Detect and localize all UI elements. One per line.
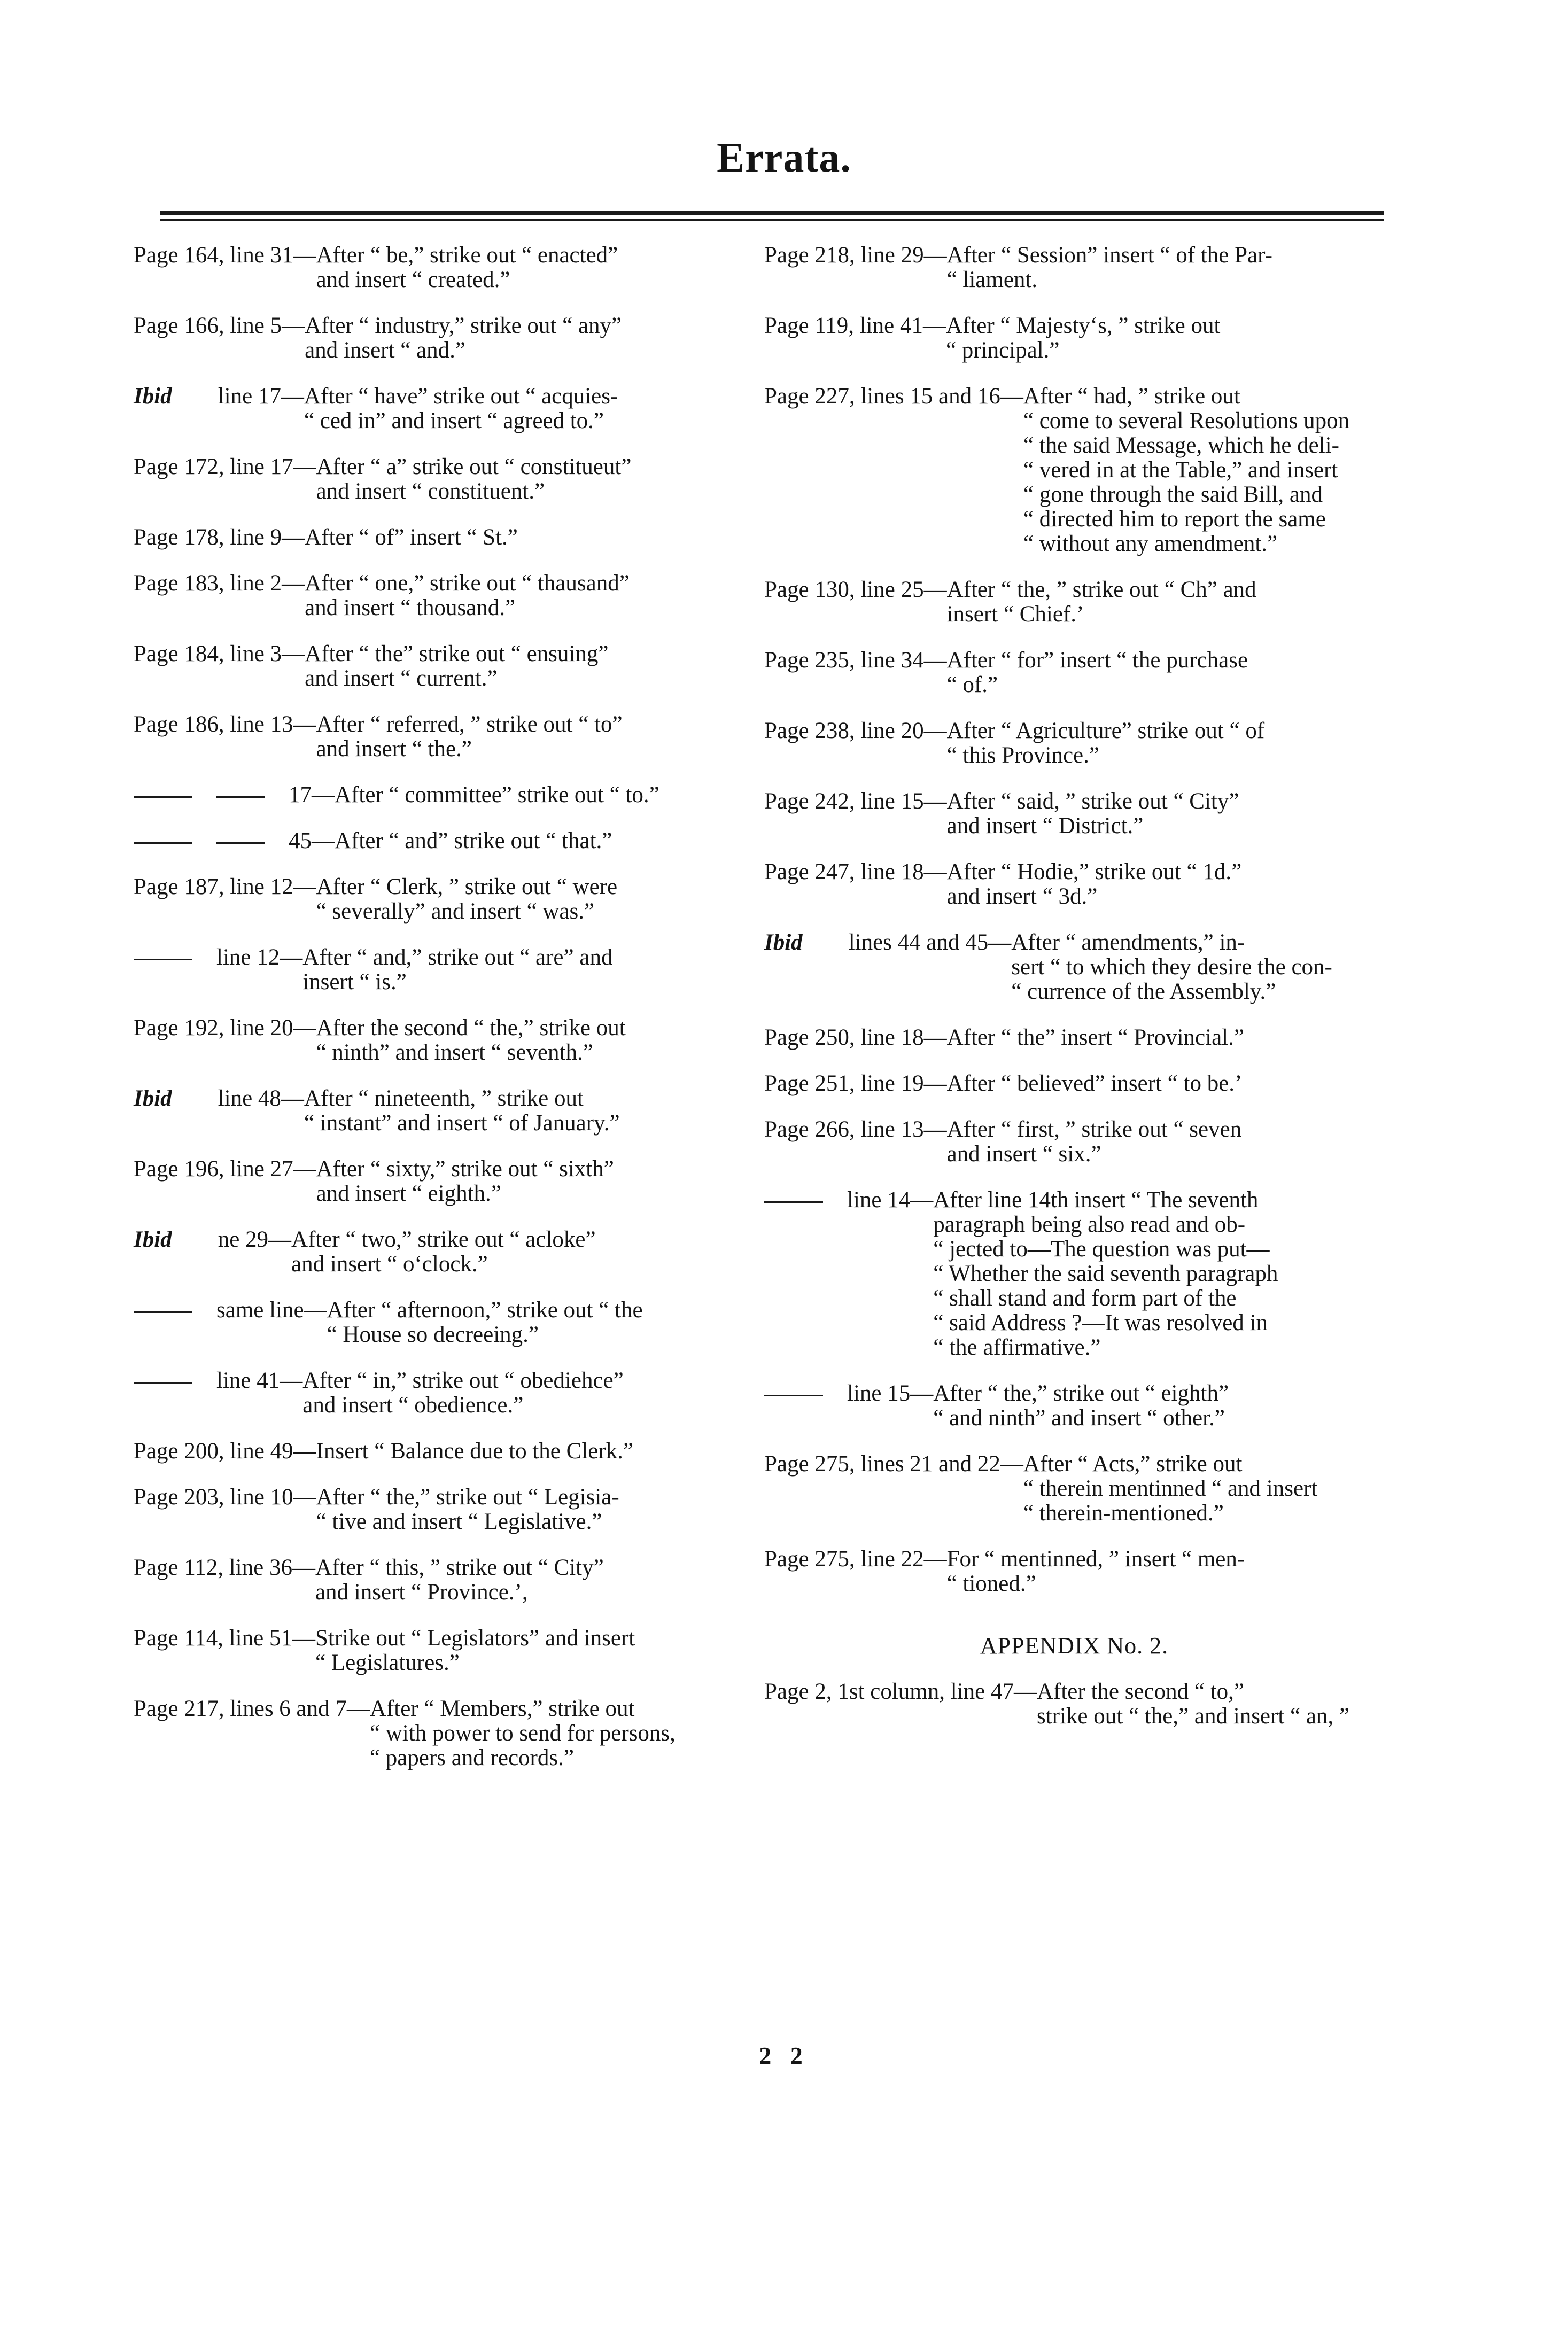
errata-reference bbox=[764, 930, 1011, 955]
correction-line: After “ a” strike out “ constitueut” bbox=[316, 454, 632, 479]
reference-label: Page 114, line 51— bbox=[134, 1626, 315, 1651]
errata-reference bbox=[764, 1188, 933, 1213]
errata-entry bbox=[134, 1157, 746, 1206]
correction-line: and insert “ created.” bbox=[316, 267, 510, 292]
correction-line: strike out “ the,” and insert “ an, ” bbox=[1036, 1704, 1350, 1729]
reference-label: Page 187, line 12— bbox=[134, 874, 316, 899]
errata-entry bbox=[764, 1188, 1384, 1360]
errata-reference bbox=[134, 1157, 316, 1182]
correction-line: “ tive and insert “ Legislative.” bbox=[316, 1509, 602, 1534]
ditto-dash bbox=[216, 796, 265, 798]
correction-line: “ House so decreeing.” bbox=[327, 1322, 539, 1347]
ditto-dash bbox=[134, 842, 192, 844]
correction-text bbox=[316, 1439, 746, 1464]
errata-entry bbox=[764, 860, 1384, 909]
ditto-dash bbox=[134, 1311, 192, 1313]
correction-line: “ ced in” and insert “ agreed to.” bbox=[304, 408, 604, 433]
correction-line: Strike out “ Legislators” and insert bbox=[315, 1626, 635, 1651]
reference-label: Page 275, lines 21 and 22— bbox=[764, 1451, 1023, 1477]
correction-text bbox=[302, 945, 746, 994]
errata-entry bbox=[764, 719, 1384, 768]
correction-text bbox=[1011, 930, 1384, 1004]
correction-line: and insert “ current.” bbox=[305, 666, 498, 691]
correction-line: “ jected to—The question was put— bbox=[933, 1237, 1270, 1262]
correction-line: After “ afternoon,” strike out “ the bbox=[327, 1297, 643, 1323]
errata-entry bbox=[764, 1071, 1384, 1096]
errata-reference bbox=[134, 1016, 316, 1040]
correction-line: After “ Session” insert “ of the Par- bbox=[946, 243, 1272, 268]
reference-label: Page 218, line 29— bbox=[764, 243, 947, 268]
errata-reference bbox=[764, 314, 946, 338]
correction-line: “ gone through the said Bill, and bbox=[1023, 482, 1323, 507]
errata-entry bbox=[134, 1439, 746, 1464]
correction-line: and insert “ the.” bbox=[316, 736, 472, 762]
reference-label: Page 200, line 49— bbox=[134, 1439, 316, 1464]
errata-reference bbox=[134, 1626, 315, 1651]
errata-entry bbox=[134, 455, 746, 504]
correction-text bbox=[304, 384, 746, 433]
left-column bbox=[134, 243, 746, 1792]
errata-reference bbox=[134, 314, 305, 338]
ditto-dash bbox=[134, 1382, 192, 1384]
errata-reference bbox=[764, 1547, 947, 1572]
errata-entry bbox=[134, 829, 746, 853]
errata-reference bbox=[134, 875, 316, 899]
correction-line: After “ Majesty‘s, ” strike out bbox=[945, 313, 1221, 338]
errata-reference bbox=[764, 243, 947, 268]
correction-line: After “ referred, ” strike out “ to” bbox=[316, 712, 623, 737]
correction-text bbox=[305, 642, 746, 691]
correction-line: “ principal.” bbox=[945, 338, 1060, 363]
correction-line: “ liament. bbox=[946, 267, 1038, 292]
ditto-dash bbox=[216, 842, 265, 844]
correction-line: After the second “ to,” bbox=[1036, 1679, 1245, 1704]
reference-line: lines 44 and 45— bbox=[848, 930, 1012, 955]
correction-text bbox=[1023, 1452, 1384, 1526]
correction-text bbox=[315, 1626, 746, 1675]
correction-line: “ the said Message, which he deli- bbox=[1023, 433, 1339, 458]
reference-label: 45— bbox=[289, 828, 335, 853]
correction-line: and insert “ Province.’, bbox=[315, 1580, 528, 1605]
errata-reference bbox=[134, 243, 316, 268]
errata-entry bbox=[764, 1025, 1384, 1050]
errata-reference bbox=[134, 1086, 304, 1111]
correction-text bbox=[1023, 384, 1384, 556]
errata-reference bbox=[764, 1025, 947, 1050]
errata-entry bbox=[134, 384, 746, 433]
correction-text bbox=[947, 1547, 1384, 1596]
correction-text bbox=[304, 1086, 746, 1136]
correction-line: After “ and,” strike out “ are” and bbox=[302, 945, 613, 970]
correction-line: and insert “ six.” bbox=[946, 1141, 1101, 1167]
errata-entry bbox=[134, 1626, 746, 1675]
errata-reference bbox=[764, 719, 947, 743]
errata-entry bbox=[764, 1680, 1384, 1729]
correction-line: After “ the, ” strike out “ Ch” and bbox=[946, 577, 1256, 602]
correction-text bbox=[946, 314, 1384, 363]
correction-text bbox=[947, 719, 1384, 768]
errata-entry bbox=[134, 1298, 746, 1347]
correction-line: and insert “ eighth.” bbox=[316, 1181, 501, 1206]
correction-line: paragraph being also read and ob- bbox=[933, 1212, 1246, 1237]
ditto-dash bbox=[764, 1395, 823, 1396]
reference-label: Page 112, line 36— bbox=[134, 1555, 315, 1580]
correction-text bbox=[316, 1157, 746, 1206]
correction-text bbox=[947, 1071, 1384, 1096]
correction-line: “ therein-mentioned.” bbox=[1023, 1501, 1224, 1526]
correction-text bbox=[305, 525, 746, 550]
errata-entry bbox=[134, 875, 746, 924]
correction-line: insert “ Chief.’ bbox=[946, 602, 1084, 627]
correction-line: and insert “ obedience.” bbox=[302, 1393, 524, 1418]
correction-text bbox=[947, 243, 1384, 292]
correction-line: “ directed him to report the same bbox=[1023, 507, 1326, 532]
errata-reference bbox=[134, 945, 302, 970]
correction-line: For “ mentinned, ” insert “ men- bbox=[946, 1547, 1245, 1572]
reference-label: Page 247, line 18— bbox=[764, 859, 947, 884]
errata-entry bbox=[764, 1381, 1384, 1431]
title-rule-thin bbox=[160, 219, 1384, 221]
title-rule bbox=[160, 211, 1384, 215]
reference-label: Page 275, line 22— bbox=[764, 1547, 947, 1572]
correction-line: “ therein mentinned “ and insert bbox=[1023, 1476, 1318, 1501]
errata-entry bbox=[134, 1697, 746, 1770]
errata-entry bbox=[134, 945, 746, 994]
errata-reference bbox=[764, 1381, 933, 1406]
reference-label: Page 2, 1st column, line 47— bbox=[764, 1679, 1037, 1704]
correction-line: After “ committee” strike out “ to.” bbox=[335, 782, 659, 807]
correction-line: After line 14th insert “ The seventh bbox=[933, 1187, 1259, 1213]
errata-entry bbox=[134, 1369, 746, 1418]
correction-line: After “ Clerk, ” strike out “ were bbox=[316, 874, 618, 899]
errata-entry bbox=[764, 314, 1384, 363]
errata-entry bbox=[764, 578, 1384, 627]
reference-label: Page 186, line 13— bbox=[134, 712, 316, 737]
errata-reference bbox=[134, 1298, 327, 1323]
reference-label: Page 242, line 15— bbox=[764, 789, 947, 814]
correction-line: After “ for” insert “ the purchase bbox=[946, 648, 1248, 673]
reference-label: Page 164, line 31— bbox=[134, 243, 316, 268]
correction-line: “ papers and records.” bbox=[369, 1745, 574, 1770]
errata-entry bbox=[134, 783, 746, 807]
reference-line: line 48— bbox=[218, 1086, 304, 1111]
reference-label: line 12— bbox=[216, 945, 303, 970]
errata-entry bbox=[134, 642, 746, 691]
correction-line: “ shall stand and form part of the bbox=[933, 1286, 1237, 1311]
appendix-heading: APPENDIX No. 2. bbox=[980, 1633, 1169, 1659]
correction-text bbox=[305, 571, 746, 620]
reference-label: line 15— bbox=[847, 1381, 934, 1406]
errata-reference bbox=[134, 829, 335, 853]
errata-entry bbox=[764, 1547, 1384, 1596]
errata-reference bbox=[764, 1680, 1037, 1704]
errata-reference bbox=[134, 525, 305, 550]
correction-line: “ without any amendment.” bbox=[1023, 531, 1278, 556]
correction-line: After “ nineteenth, ” strike out bbox=[304, 1086, 584, 1111]
reference-label: Page 183, line 2— bbox=[134, 571, 305, 596]
correction-text bbox=[302, 1369, 746, 1418]
reference-line: ne 29— bbox=[218, 1227, 292, 1252]
correction-line: After “ Acts,” strike out bbox=[1023, 1451, 1243, 1477]
errata-reference bbox=[764, 789, 947, 814]
correction-text bbox=[291, 1227, 746, 1277]
errata-reference bbox=[134, 712, 316, 737]
errata-reference bbox=[764, 1452, 1023, 1477]
reference-label: Page 196, line 27— bbox=[134, 1156, 316, 1182]
correction-line: After “ two,” strike out “ acloke” bbox=[291, 1227, 596, 1252]
errata-reference bbox=[134, 1485, 316, 1510]
errata-reference bbox=[134, 1697, 370, 1721]
correction-line: “ and ninth” and insert “ other.” bbox=[933, 1405, 1225, 1431]
correction-line: “ instant” and insert “ of January.” bbox=[304, 1110, 620, 1136]
errata-reference bbox=[134, 384, 304, 409]
correction-text bbox=[335, 783, 746, 807]
reference-label: Page 250, line 18— bbox=[764, 1025, 947, 1050]
correction-line: After “ and” strike out “ that.” bbox=[335, 828, 612, 853]
errata-entry bbox=[134, 1227, 746, 1277]
correction-text bbox=[305, 314, 746, 363]
errata-entry bbox=[764, 1452, 1384, 1526]
reference-label: Page 192, line 20— bbox=[134, 1015, 316, 1040]
correction-text bbox=[335, 829, 746, 853]
errata-entry bbox=[134, 314, 746, 363]
errata-reference bbox=[764, 1117, 947, 1142]
errata-reference bbox=[764, 860, 947, 884]
correction-text bbox=[327, 1298, 746, 1347]
reference-label: Page 119, line 41— bbox=[764, 313, 946, 338]
errata-entry bbox=[134, 1485, 746, 1534]
correction-text bbox=[316, 455, 746, 504]
correction-text bbox=[947, 1025, 1384, 1050]
errata-entry bbox=[764, 930, 1384, 1004]
reference-label: Page 266, line 13— bbox=[764, 1117, 947, 1142]
correction-line: “ Legislatures.” bbox=[315, 1650, 460, 1675]
reference-label: Ibid bbox=[134, 1086, 172, 1111]
correction-line: and insert “ constituent.” bbox=[316, 479, 545, 504]
correction-line: After “ Members,” strike out bbox=[369, 1696, 635, 1721]
reference-label: Page 130, line 25— bbox=[764, 577, 947, 602]
correction-line: After “ in,” strike out “ obediehce” bbox=[302, 1368, 624, 1393]
correction-text bbox=[315, 1556, 746, 1605]
reference-label: Page 238, line 20— bbox=[764, 718, 947, 743]
reference-label: Page 166, line 5— bbox=[134, 313, 305, 338]
errata-reference bbox=[764, 384, 1023, 409]
correction-text bbox=[370, 1697, 746, 1770]
reference-label: Page 203, line 10— bbox=[134, 1485, 316, 1510]
correction-line: After “ believed” insert “ to be.’ bbox=[946, 1071, 1243, 1096]
errata-reference bbox=[134, 455, 316, 479]
correction-line: “ currence of the Assembly.” bbox=[1011, 979, 1276, 1004]
correction-line: After “ the,” strike out “ eighth” bbox=[933, 1381, 1229, 1406]
correction-line: After “ the” strike out “ ensuing” bbox=[305, 641, 609, 666]
errata-entry bbox=[764, 243, 1384, 292]
reference-label: Page 217, lines 6 and 7— bbox=[134, 1696, 370, 1721]
errata-reference bbox=[134, 1556, 315, 1580]
correction-line: and insert “ and.” bbox=[305, 338, 465, 363]
correction-line: and insert “ 3d.” bbox=[946, 884, 1098, 909]
correction-line: sert “ to which they desire the con- bbox=[1011, 954, 1332, 980]
correction-line: “ vered in at the Table,” and insert bbox=[1023, 457, 1338, 483]
errata-entry bbox=[134, 525, 746, 550]
errata-entry bbox=[764, 1117, 1384, 1167]
correction-line: After “ be,” strike out “ enacted” bbox=[316, 243, 618, 268]
correction-line: Insert “ Balance due to the Clerk.” bbox=[316, 1439, 633, 1464]
errata-reference bbox=[134, 571, 305, 596]
correction-line: “ severally” and insert “ was.” bbox=[316, 899, 595, 924]
errata-reference bbox=[764, 578, 947, 602]
errata-reference bbox=[134, 642, 305, 666]
correction-text bbox=[947, 578, 1384, 627]
reference-label: 17— bbox=[289, 782, 335, 807]
correction-line: After “ sixty,” strike out “ sixth” bbox=[316, 1156, 614, 1182]
reference-label: same line— bbox=[216, 1297, 327, 1323]
correction-text bbox=[316, 243, 746, 292]
correction-line: “ Whether the said seventh paragraph bbox=[933, 1261, 1278, 1286]
errata-reference bbox=[134, 1369, 302, 1393]
errata-reference bbox=[764, 1071, 947, 1096]
errata-entry bbox=[764, 789, 1384, 838]
reference-label: Page 235, line 34— bbox=[764, 648, 947, 673]
correction-text bbox=[1037, 1680, 1384, 1729]
ditto-dash bbox=[764, 1201, 823, 1203]
reference-label: Page 178, line 9— bbox=[134, 525, 305, 550]
reference-label: Page 227, lines 15 and 16— bbox=[764, 384, 1023, 409]
reference-label: line 41— bbox=[216, 1368, 303, 1393]
correction-line: After “ Agriculture” strike out “ of bbox=[946, 718, 1265, 743]
correction-line: After the second “ the,” strike out bbox=[316, 1015, 626, 1040]
correction-line: After “ Hodie,” strike out “ 1d.” bbox=[946, 859, 1242, 884]
right-column bbox=[764, 243, 1384, 1750]
correction-line: “ said Address ?—It was resolved in bbox=[933, 1310, 1268, 1335]
errata-entry bbox=[134, 1086, 746, 1136]
page-number: 2 2 bbox=[759, 2042, 809, 2069]
correction-text bbox=[933, 1381, 1384, 1431]
correction-line: After “ this, ” strike out “ City” bbox=[315, 1555, 604, 1580]
correction-line: After “ industry,” strike out “ any” bbox=[305, 313, 622, 338]
correction-line: insert “ is.” bbox=[302, 969, 407, 994]
correction-line: and insert “ District.” bbox=[946, 813, 1144, 838]
correction-line: After “ the” insert “ Provincial.” bbox=[946, 1025, 1244, 1050]
correction-text bbox=[947, 648, 1384, 697]
correction-line: After “ the,” strike out “ Legisia- bbox=[316, 1485, 619, 1510]
errata-entry bbox=[134, 1016, 746, 1065]
errata-entry bbox=[134, 1556, 746, 1605]
correction-text bbox=[933, 1188, 1384, 1360]
ditto-dash bbox=[134, 959, 192, 960]
errata-reference bbox=[134, 1439, 316, 1464]
correction-text bbox=[316, 712, 746, 762]
correction-text bbox=[947, 860, 1384, 909]
reference-label: Ibid bbox=[134, 1227, 172, 1252]
errata-reference bbox=[134, 1227, 291, 1252]
correction-text bbox=[316, 1485, 746, 1534]
correction-line: After “ said, ” strike out “ City” bbox=[946, 789, 1239, 814]
correction-line: “ the affirmative.” bbox=[933, 1335, 1101, 1360]
reference-label: line 14— bbox=[847, 1187, 934, 1213]
errata-entry bbox=[134, 243, 746, 292]
reference-label: Page 172, line 17— bbox=[134, 454, 316, 479]
correction-text bbox=[316, 1016, 746, 1065]
reference-line: line 17— bbox=[218, 384, 304, 409]
correction-text bbox=[947, 1117, 1384, 1167]
correction-line: and insert “ thousand.” bbox=[305, 595, 516, 620]
ditto-dash bbox=[134, 796, 192, 798]
page-title: Errata. bbox=[717, 134, 851, 181]
correction-line: “ tioned.” bbox=[946, 1571, 1036, 1596]
correction-line: After “ amendments,” in- bbox=[1011, 930, 1245, 955]
correction-line: After “ one,” strike out “ thausand” bbox=[305, 571, 630, 596]
reference-label: Ibid bbox=[764, 930, 803, 955]
correction-line: After “ first, ” strike out “ seven bbox=[946, 1117, 1242, 1142]
errata-entry bbox=[134, 571, 746, 620]
reference-label: Page 251, line 19— bbox=[764, 1071, 947, 1096]
errata-reference bbox=[134, 783, 335, 807]
correction-line: and insert “ o‘clock.” bbox=[291, 1252, 488, 1277]
reference-label: Page 184, line 3— bbox=[134, 641, 305, 666]
correction-line: “ come to several Resolutions upon bbox=[1023, 408, 1350, 433]
correction-line: “ of.” bbox=[946, 672, 998, 697]
reference-label: Ibid bbox=[134, 384, 172, 409]
errata-entry bbox=[764, 648, 1384, 697]
correction-text bbox=[947, 789, 1384, 838]
correction-line: After “ of” insert “ St.” bbox=[305, 525, 518, 550]
correction-line: “ this Province.” bbox=[946, 743, 1099, 768]
errata-entry bbox=[134, 712, 746, 762]
correction-line: “ with power to send for persons, bbox=[369, 1721, 676, 1746]
correction-line: After “ have” strike out “ acquies- bbox=[304, 384, 618, 409]
correction-line: “ ninth” and insert “ seventh.” bbox=[316, 1040, 593, 1065]
correction-line: After “ had, ” strike out bbox=[1023, 384, 1240, 409]
errata-reference bbox=[764, 648, 947, 673]
correction-text bbox=[316, 875, 746, 924]
errata-entry bbox=[764, 384, 1384, 556]
